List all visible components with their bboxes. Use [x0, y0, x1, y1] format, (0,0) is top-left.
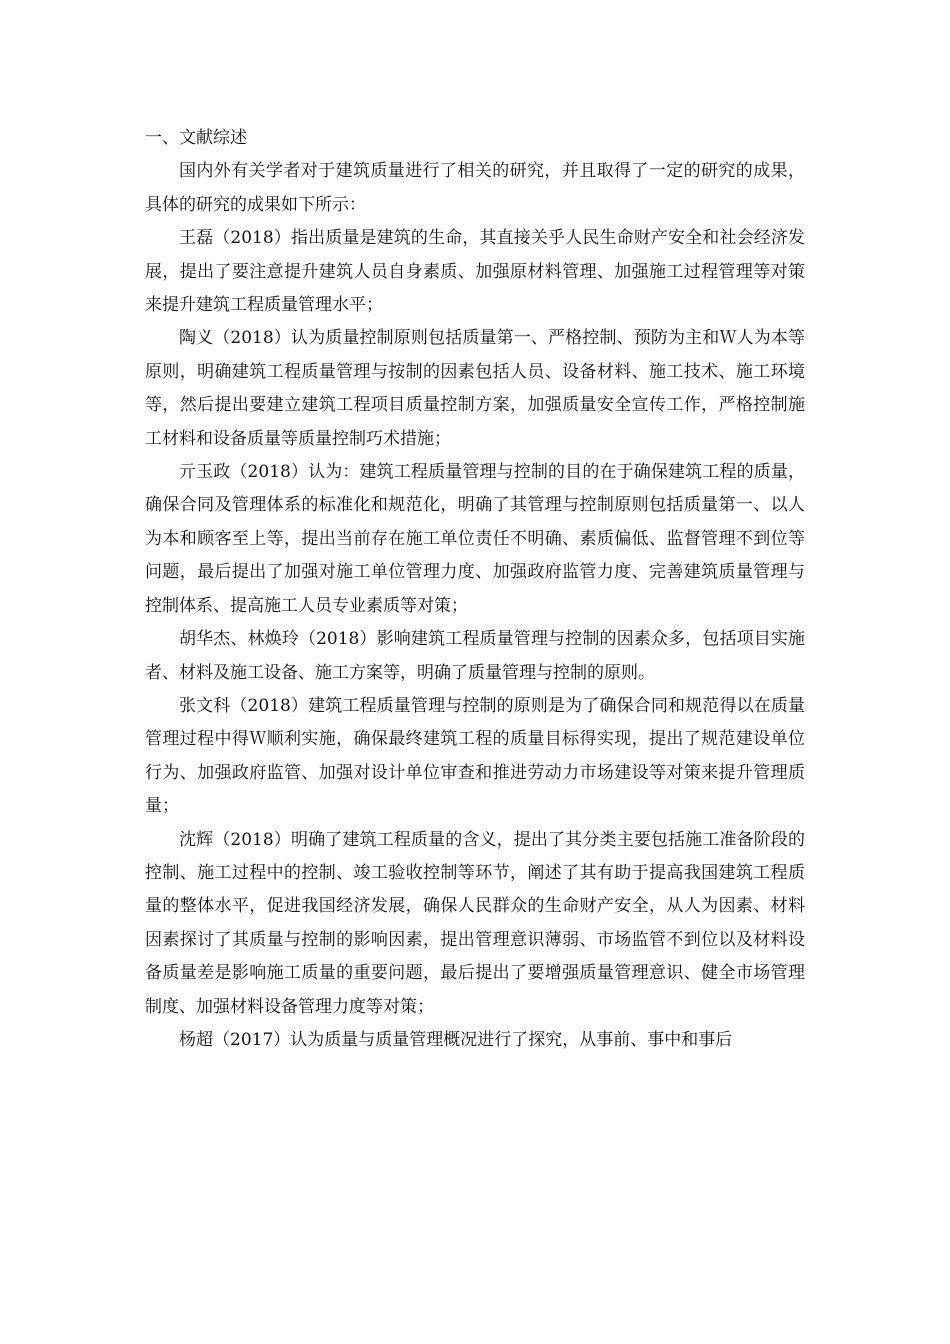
paragraph-zhang-wenke: 张文科（2018）建筑工程质量管理与控制的原则是为了确保合同和规范得以在质量管理过程中得Ｗ顺利实施，确保最终建筑工程的质量目标得实现，提出了规范建设单位行为、加强政府监管、加强对设计单位审查和推进劳动力市场建设等对策来提升管理质量； [145, 695, 805, 817]
paragraph-shen-hui: 沈辉（2018）明确了建筑工程质量的含义，提出了其分类主要包括施工准备阶段的控制、施工过程中的控制、竣工验收控制等环节，阐述了其有助于提高我国建筑工程质量的整体水平，促进我国经济发展，确保人民群众的生命财产安全，从人为因素、材料因素探讨了其质量与控制的影响因素，提出管理意识薄弱、市场监管不到位以及材料设备质量差是影响施工质量的重要问题，最后提出了要增强质量管理意识、健全市场管理制度、加强材料设备管理力度等对策； [145, 829, 805, 1017]
paragraph-intro: 国内外有关学者对于建筑质量进行了相关的研究，并且取得了一定的研究的成果，具体的研究的成果如下所示： [145, 161, 805, 215]
paragraph-qi-yuzheng: 亓玉政（2018）认为：建筑工程质量管理与控制的目的在于确保建筑工程的质量，确保合同及管理体系的标准化和规范化，明确了其管理与控制原则包括质量第一、以人为本和顾客至上等，提出当前存在施工单位责任不明确、素质偏低、监督管理不到位等问题，最后提出了加强对施工单位管理力度、加强政府监管力度、完善建筑质量管理与控制体系、提高施工人员专业素质等对策； [145, 462, 805, 616]
paragraph-tao-yi: 陶义（2018）认为质量控制原则包括质量第一、严格控制、预防为主和Ｗ人为本等原则，明确建筑工程质量管理与按制的因素包括人员、设备材料、施工技术、施工环境等，然后提出要建立建筑工程项目质量控制方案，加强质量安全宣传工作，严格控制施工材料和设备质量等质量控制巧术措施； [145, 328, 805, 449]
section-heading: 一、文献综述 [145, 128, 247, 148]
paragraph-wang-lei: 王磊（2018）指出质量是建筑的生命，其直接关乎人民生命财产安全和社会经济发展，提出了要注意提升建筑人员自身素质、加强原材料管理、加强施工过程管理等对策来提升建筑工程质量管理水平； [145, 228, 805, 316]
paragraph-yang-chao: 杨超（2017）认为质量与质量管理概况进行了探究，从事前、事中和事后 [179, 1029, 733, 1050]
paragraph-hu-huajie: 胡华杰、林焕玲（2018）影响建筑工程质量管理与控制的因素众多，包括项目实施者、材料及施工设备、施工方案等，明确了质量管理与控制的原则。 [145, 629, 805, 683]
document-body [145, 122, 805, 1057]
